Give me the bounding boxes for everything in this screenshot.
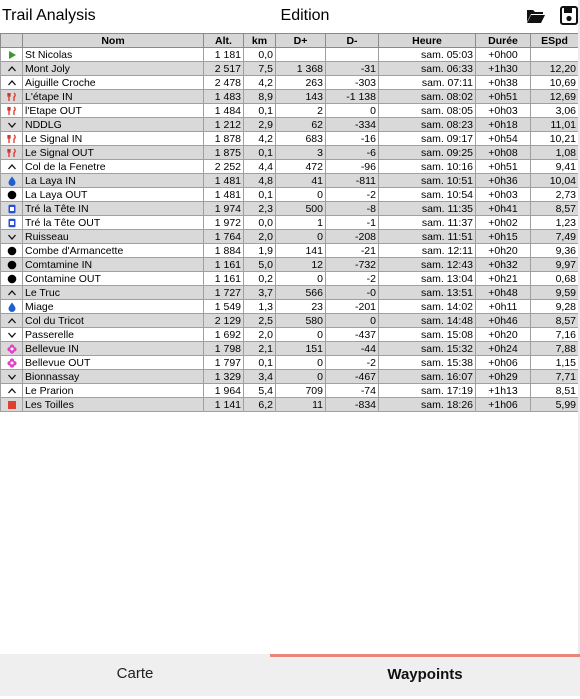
elevation-gain-cell: 11: [276, 398, 326, 412]
distance-cell: 0,1: [244, 188, 276, 202]
distance-cell: 2,5: [244, 314, 276, 328]
distance-cell: 3,7: [244, 286, 276, 300]
waypoint-name-cell: Le Prarion: [23, 384, 204, 398]
time-cell: sam. 06:33: [379, 62, 476, 76]
time-cell: sam. 14:02: [379, 300, 476, 314]
waypoint-name-cell: Tré la Tête IN: [23, 202, 204, 216]
elevation-loss-cell: -811: [326, 174, 379, 188]
time-cell: sam. 10:54: [379, 188, 476, 202]
elevation-gain-cell: 141: [276, 244, 326, 258]
dot-icon: [1, 244, 23, 258]
elevation-loss-cell: -8: [326, 202, 379, 216]
elevation-loss-cell: 0: [326, 314, 379, 328]
elevation-loss-cell: -201: [326, 300, 379, 314]
elevation-gain-cell: 580: [276, 314, 326, 328]
altitude-cell: 1 161: [204, 258, 244, 272]
flower-icon: [1, 356, 23, 370]
elevation-gain-cell: 709: [276, 384, 326, 398]
effort-speed-cell: 8,51: [531, 384, 579, 398]
food-icon: [1, 132, 23, 146]
table-row[interactable]: [1, 286, 579, 300]
elevation-gain-cell: 472: [276, 160, 326, 174]
elevation-gain-cell: 1 368: [276, 62, 326, 76]
peak-icon: [1, 286, 23, 300]
bottom-tab-bar: [0, 654, 580, 696]
peak-icon: [1, 384, 23, 398]
distance-cell: 2,9: [244, 118, 276, 132]
elevation-gain-cell: 12: [276, 258, 326, 272]
elevation-gain-cell: 0: [276, 272, 326, 286]
waypoint-name-cell: Contamine OUT: [23, 272, 204, 286]
table-row[interactable]: [1, 384, 579, 398]
waypoint-name-cell: Tré la Tête OUT: [23, 216, 204, 230]
elevation-loss-cell: -2: [326, 188, 379, 202]
duration-cell: +0h24: [476, 342, 531, 356]
effort-speed-cell: 9,59: [531, 286, 579, 300]
time-cell: sam. 08:23: [379, 118, 476, 132]
elevation-loss-cell: -6: [326, 146, 379, 160]
drink-icon: [1, 216, 23, 230]
elevation-loss-cell: -16: [326, 132, 379, 146]
duration-cell: +0h54: [476, 132, 531, 146]
column-header-dminus[interactable]: D-: [326, 34, 379, 48]
table-row[interactable]: [1, 216, 579, 230]
table-row[interactable]: [1, 258, 579, 272]
peak-icon: [1, 62, 23, 76]
altitude-cell: 1 727: [204, 286, 244, 300]
elevation-gain-cell: 683: [276, 132, 326, 146]
time-cell: sam. 08:02: [379, 90, 476, 104]
time-cell: sam. 09:17: [379, 132, 476, 146]
elevation-gain-cell: 23: [276, 300, 326, 314]
elevation-loss-cell: -2: [326, 272, 379, 286]
table-row[interactable]: [1, 370, 579, 384]
time-cell: sam. 05:03: [379, 48, 476, 62]
elevation-gain-cell: 62: [276, 118, 326, 132]
waypoint-name-cell: Bellevue IN: [23, 342, 204, 356]
table-row[interactable]: [1, 132, 579, 146]
altitude-cell: 2 517: [204, 62, 244, 76]
time-cell: sam. 11:51: [379, 230, 476, 244]
peak-icon: [1, 160, 23, 174]
effort-speed-cell: 1,08: [531, 146, 579, 160]
distance-cell: 5,0: [244, 258, 276, 272]
altitude-cell: 1 878: [204, 132, 244, 146]
distance-cell: 0,1: [244, 104, 276, 118]
elevation-loss-cell: -21: [326, 244, 379, 258]
app-title: Trail Analysis: [2, 7, 96, 24]
table-row[interactable]: [1, 314, 579, 328]
waypoint-name-cell: Bellevue OUT: [23, 356, 204, 370]
tab-carte[interactable]: Carte: [116, 665, 154, 682]
table-row[interactable]: [1, 300, 579, 314]
food-icon: [1, 146, 23, 160]
effort-speed-cell: 7,49: [531, 230, 579, 244]
distance-cell: 6,2: [244, 398, 276, 412]
duration-cell: +0h15: [476, 230, 531, 244]
elevation-loss-cell: -1: [326, 216, 379, 230]
waypoint-name-cell: Le Signal OUT: [23, 146, 204, 160]
column-header-duree[interactable]: Durée: [476, 34, 531, 48]
table-row[interactable]: [1, 118, 579, 132]
peak-icon: [1, 314, 23, 328]
distance-cell: 5,4: [244, 384, 276, 398]
time-cell: sam. 09:25: [379, 146, 476, 160]
effort-speed-cell: 9,28: [531, 300, 579, 314]
time-cell: sam. 12:11: [379, 244, 476, 258]
time-cell: sam. 15:08: [379, 328, 476, 342]
distance-cell: 0,1: [244, 356, 276, 370]
effort-speed-cell: 9,36: [531, 244, 579, 258]
altitude-cell: 1 329: [204, 370, 244, 384]
time-cell: sam. 07:11: [379, 76, 476, 90]
elevation-gain-cell: 0: [276, 370, 326, 384]
altitude-cell: 1 212: [204, 118, 244, 132]
elevation-gain-cell: [276, 48, 326, 62]
time-cell: sam. 15:32: [379, 342, 476, 356]
elevation-loss-cell: -1 138: [326, 90, 379, 104]
effort-speed-cell: 10,04: [531, 174, 579, 188]
distance-cell: 8,9: [244, 90, 276, 104]
waypoint-name-cell: Le Signal IN: [23, 132, 204, 146]
dot-icon: [1, 188, 23, 202]
effort-speed-cell: [531, 48, 579, 62]
elevation-gain-cell: 263: [276, 76, 326, 90]
elevation-loss-cell: -31: [326, 62, 379, 76]
effort-speed-cell: 7,88: [531, 342, 579, 356]
elevation-loss-cell: -467: [326, 370, 379, 384]
waypoint-name-cell: Col de la Fenetre: [23, 160, 204, 174]
dot-icon: [1, 258, 23, 272]
waypoint-name-cell: NDDLG: [23, 118, 204, 132]
distance-cell: 1,3: [244, 300, 276, 314]
duration-cell: +0h06: [476, 356, 531, 370]
elevation-loss-cell: [326, 48, 379, 62]
time-cell: sam. 11:37: [379, 216, 476, 230]
altitude-cell: 1 974: [204, 202, 244, 216]
waypoint-name-cell: Mont Joly: [23, 62, 204, 76]
distance-cell: 4,2: [244, 76, 276, 90]
altitude-cell: 1 481: [204, 188, 244, 202]
elevation-loss-cell: -44: [326, 342, 379, 356]
drink-icon: [1, 202, 23, 216]
duration-cell: +0h03: [476, 188, 531, 202]
duration-cell: +0h32: [476, 258, 531, 272]
distance-cell: 0,0: [244, 48, 276, 62]
distance-cell: 1,9: [244, 244, 276, 258]
altitude-cell: 1 549: [204, 300, 244, 314]
table-row[interactable]: [1, 356, 579, 370]
effort-speed-cell: 7,71: [531, 370, 579, 384]
waypoint-name-cell: Col du Tricot: [23, 314, 204, 328]
elevation-loss-cell: -834: [326, 398, 379, 412]
distance-cell: 2,0: [244, 230, 276, 244]
elevation-gain-cell: 41: [276, 174, 326, 188]
elevation-loss-cell: -74: [326, 384, 379, 398]
altitude-cell: 1 764: [204, 230, 244, 244]
waypoint-name-cell: La Laya OUT: [23, 188, 204, 202]
distance-cell: 2,3: [244, 202, 276, 216]
effort-speed-cell: 1,15: [531, 356, 579, 370]
duration-cell: +0h18: [476, 118, 531, 132]
elevation-loss-cell: -2: [326, 356, 379, 370]
header-bar: [0, 0, 580, 32]
food-icon: [1, 104, 23, 118]
time-cell: sam. 10:51: [379, 174, 476, 188]
waypoint-name-cell: La Laya IN: [23, 174, 204, 188]
effort-speed-cell: 2,73: [531, 188, 579, 202]
elevation-loss-cell: -334: [326, 118, 379, 132]
start-icon: [1, 48, 23, 62]
distance-cell: 7,5: [244, 62, 276, 76]
table-row[interactable]: [1, 244, 579, 258]
column-header-dplus[interactable]: D+: [276, 34, 326, 48]
duration-cell: +0h29: [476, 370, 531, 384]
effort-speed-cell: 1,23: [531, 216, 579, 230]
elevation-loss-cell: -96: [326, 160, 379, 174]
duration-cell: +0h41: [476, 202, 531, 216]
finish-icon: [1, 398, 23, 412]
waypoint-name-cell: Passerelle: [23, 328, 204, 342]
altitude-cell: 1 875: [204, 146, 244, 160]
elevation-gain-cell: 2: [276, 104, 326, 118]
altitude-cell: 2 252: [204, 160, 244, 174]
table-row[interactable]: [1, 48, 579, 62]
time-cell: sam. 17:19: [379, 384, 476, 398]
duration-cell: +0h21: [476, 272, 531, 286]
time-cell: sam. 15:38: [379, 356, 476, 370]
table-row[interactable]: [1, 398, 579, 412]
valley-icon: [1, 118, 23, 132]
floppy-disk-icon[interactable]: [560, 6, 580, 26]
duration-cell: +0h00: [476, 48, 531, 62]
effort-speed-cell: 8,57: [531, 202, 579, 216]
elevation-gain-cell: 3: [276, 146, 326, 160]
duration-cell: +0h51: [476, 160, 531, 174]
table-row[interactable]: [1, 62, 579, 76]
time-cell: sam. 16:07: [379, 370, 476, 384]
altitude-cell: 1 692: [204, 328, 244, 342]
elevation-gain-cell: 0: [276, 328, 326, 342]
duration-cell: +1h30: [476, 62, 531, 76]
table-row[interactable]: [1, 230, 579, 244]
duration-cell: +0h20: [476, 244, 531, 258]
distance-cell: 2,1: [244, 342, 276, 356]
altitude-cell: 1 964: [204, 384, 244, 398]
time-cell: sam. 08:05: [379, 104, 476, 118]
flower-icon: [1, 342, 23, 356]
duration-cell: +0h48: [476, 286, 531, 300]
waypoint-name-cell: Le Truc: [23, 286, 204, 300]
elevation-loss-cell: -208: [326, 230, 379, 244]
duration-cell: +0h02: [476, 216, 531, 230]
elevation-loss-cell: 0: [326, 104, 379, 118]
column-header-alt[interactable]: Alt.: [204, 34, 244, 48]
water-drop-icon: [1, 174, 23, 188]
food-icon: [1, 90, 23, 104]
effort-speed-cell: 7,16: [531, 328, 579, 342]
water-drop-icon: [1, 300, 23, 314]
table-row[interactable]: [1, 90, 579, 104]
altitude-cell: 1 484: [204, 104, 244, 118]
column-header-heure[interactable]: Heure: [379, 34, 476, 48]
time-cell: sam. 18:26: [379, 398, 476, 412]
distance-cell: 0,2: [244, 272, 276, 286]
effort-speed-cell: 10,21: [531, 132, 579, 146]
elevation-gain-cell: 143: [276, 90, 326, 104]
altitude-cell: 2 129: [204, 314, 244, 328]
column-header-nom[interactable]: Nom: [23, 34, 204, 48]
waypoints-table-body: [1, 48, 579, 412]
distance-cell: 4,8: [244, 174, 276, 188]
waypoint-name-cell: Miage: [23, 300, 204, 314]
waypoint-name-cell: Combe d'Armancette: [23, 244, 204, 258]
table-row[interactable]: [1, 328, 579, 342]
dot-icon: [1, 272, 23, 286]
duration-cell: +0h36: [476, 174, 531, 188]
duration-cell: +0h11: [476, 300, 531, 314]
altitude-cell: 1 798: [204, 342, 244, 356]
duration-cell: +1h06: [476, 398, 531, 412]
distance-cell: 3,4: [244, 370, 276, 384]
elevation-loss-cell: -303: [326, 76, 379, 90]
elevation-gain-cell: 0: [276, 188, 326, 202]
distance-cell: 4,4: [244, 160, 276, 174]
tab-waypoints[interactable]: Waypoints: [270, 654, 580, 699]
elevation-gain-cell: 1: [276, 216, 326, 230]
waypoint-name-cell: l'Etape OUT: [23, 104, 204, 118]
distance-cell: 2,0: [244, 328, 276, 342]
altitude-cell: 1 884: [204, 244, 244, 258]
elevation-gain-cell: 0: [276, 356, 326, 370]
waypoint-name-cell: Bionnassay: [23, 370, 204, 384]
elevation-loss-cell: -732: [326, 258, 379, 272]
effort-speed-cell: 12,20: [531, 62, 579, 76]
elevation-gain-cell: 500: [276, 202, 326, 216]
table-header-row: [1, 34, 579, 48]
table-row[interactable]: [1, 202, 579, 216]
duration-cell: +0h38: [476, 76, 531, 90]
distance-cell: 0,1: [244, 146, 276, 160]
duration-cell: +0h20: [476, 328, 531, 342]
table-row[interactable]: [1, 146, 579, 160]
effort-speed-cell: 9,41: [531, 160, 579, 174]
waypoints-table: [0, 33, 579, 412]
time-cell: sam. 11:35: [379, 202, 476, 216]
column-header-km[interactable]: km: [244, 34, 276, 48]
table-row[interactable]: [1, 174, 579, 188]
altitude-cell: 1 161: [204, 272, 244, 286]
effort-speed-cell: 11,01: [531, 118, 579, 132]
column-header-espd[interactable]: ESpd: [531, 34, 579, 48]
altitude-cell: 1 972: [204, 216, 244, 230]
folder-open-icon[interactable]: [526, 6, 546, 26]
distance-cell: 4,2: [244, 132, 276, 146]
table-row[interactable]: [1, 104, 579, 118]
waypoint-name-cell: Aiguille Croche: [23, 76, 204, 90]
altitude-cell: 1 483: [204, 90, 244, 104]
time-cell: sam. 14:48: [379, 314, 476, 328]
effort-speed-cell: 8,57: [531, 314, 579, 328]
valley-icon: [1, 328, 23, 342]
elevation-gain-cell: 151: [276, 342, 326, 356]
time-cell: sam. 10:16: [379, 160, 476, 174]
table-row[interactable]: [1, 342, 579, 356]
waypoint-name-cell: Les Toilles: [23, 398, 204, 412]
effort-speed-cell: 5,99: [531, 398, 579, 412]
waypoint-name-cell: L'étape IN: [23, 90, 204, 104]
peak-icon: [1, 76, 23, 90]
effort-speed-cell: 3,06: [531, 104, 579, 118]
time-cell: sam. 12:43: [379, 258, 476, 272]
effort-speed-cell: 9,97: [531, 258, 579, 272]
duration-cell: +0h51: [476, 90, 531, 104]
table-row[interactable]: [1, 160, 579, 174]
edition-title: Edition: [280, 7, 330, 24]
valley-icon: [1, 230, 23, 244]
waypoint-name-cell: Comtamine IN: [23, 258, 204, 272]
effort-speed-cell: 12,69: [531, 90, 579, 104]
time-cell: sam. 13:04: [379, 272, 476, 286]
elevation-loss-cell: -437: [326, 328, 379, 342]
time-cell: sam. 13:51: [379, 286, 476, 300]
duration-cell: +1h13: [476, 384, 531, 398]
column-header-icon: [1, 34, 23, 48]
duration-cell: +0h03: [476, 104, 531, 118]
altitude-cell: 1 481: [204, 174, 244, 188]
elevation-gain-cell: 0: [276, 230, 326, 244]
altitude-cell: 1 181: [204, 48, 244, 62]
elevation-gain-cell: 566: [276, 286, 326, 300]
altitude-cell: 2 478: [204, 76, 244, 90]
elevation-loss-cell: -0: [326, 286, 379, 300]
valley-icon: [1, 370, 23, 384]
effort-speed-cell: 0,68: [531, 272, 579, 286]
table-row[interactable]: [1, 272, 579, 286]
effort-speed-cell: 10,69: [531, 76, 579, 90]
waypoint-name-cell: St Nicolas: [23, 48, 204, 62]
table-row[interactable]: [1, 76, 579, 90]
altitude-cell: 1 141: [204, 398, 244, 412]
waypoint-name-cell: Ruisseau: [23, 230, 204, 244]
duration-cell: +0h46: [476, 314, 531, 328]
altitude-cell: 1 797: [204, 356, 244, 370]
duration-cell: +0h08: [476, 146, 531, 160]
table-row[interactable]: [1, 188, 579, 202]
distance-cell: 0,0: [244, 216, 276, 230]
